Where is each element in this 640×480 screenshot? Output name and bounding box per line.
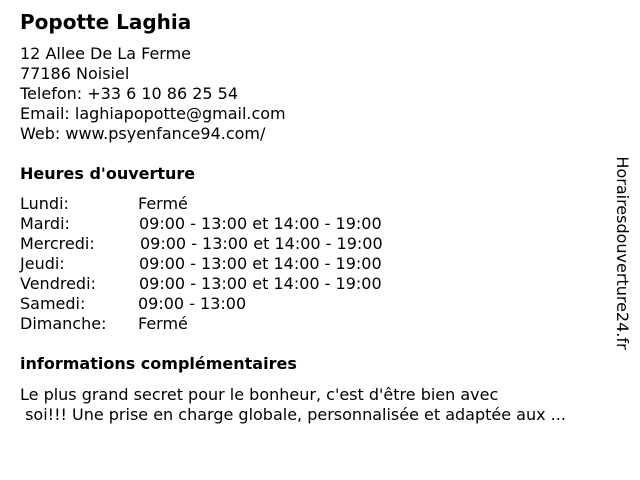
day-hours: 09:00 - 13:00 xyxy=(138,294,247,313)
website-link[interactable]: Web: www.psyenfance94.com/ xyxy=(20,124,266,143)
email-address[interactable]: Email: laghiapopotte@gmail.com xyxy=(20,104,286,123)
day-hours: 09:00 - 13:00 et 14:00 - 19:00 xyxy=(139,274,382,293)
phone-number[interactable]: Telefon: +33 6 10 86 25 54 xyxy=(20,84,239,103)
hours-heading: Heures d'ouverture xyxy=(20,164,196,183)
business-name: Popotte Laghia xyxy=(20,10,192,34)
site-watermark-label: Horairesdouverture24.fr xyxy=(613,156,632,350)
day-label: Mardi: xyxy=(20,214,70,233)
day-label: Dimanche: xyxy=(20,314,107,333)
info-description: Le plus grand secret pour le bonheur, c'est d'être bien avec soi!!! Une prise en charge globale, personnalisée et adaptée aux ... xyxy=(20,385,566,424)
info-heading: informations complémentaires xyxy=(20,354,297,373)
street-address: 12 Allee De La Ferme xyxy=(20,44,192,63)
day-hours: 09:00 - 13:00 et 14:00 - 19:00 xyxy=(139,214,382,233)
day-label: Lundi: xyxy=(20,194,69,213)
day-label: Jeudi: xyxy=(20,254,65,273)
day-label: Mercredi: xyxy=(20,234,95,253)
city-postcode: 77186 Noisiel xyxy=(20,64,130,83)
day-hours: 09:00 - 13:00 et 14:00 - 19:00 xyxy=(140,234,383,253)
day-label: Vendredi: xyxy=(20,274,96,293)
address-block xyxy=(20,44,286,144)
day-label: Samedi: xyxy=(20,294,86,313)
day-hours: Fermé xyxy=(138,314,188,333)
day-hours: Fermé xyxy=(138,194,188,213)
day-hours: 09:00 - 13:00 et 14:00 - 19:00 xyxy=(139,254,382,273)
